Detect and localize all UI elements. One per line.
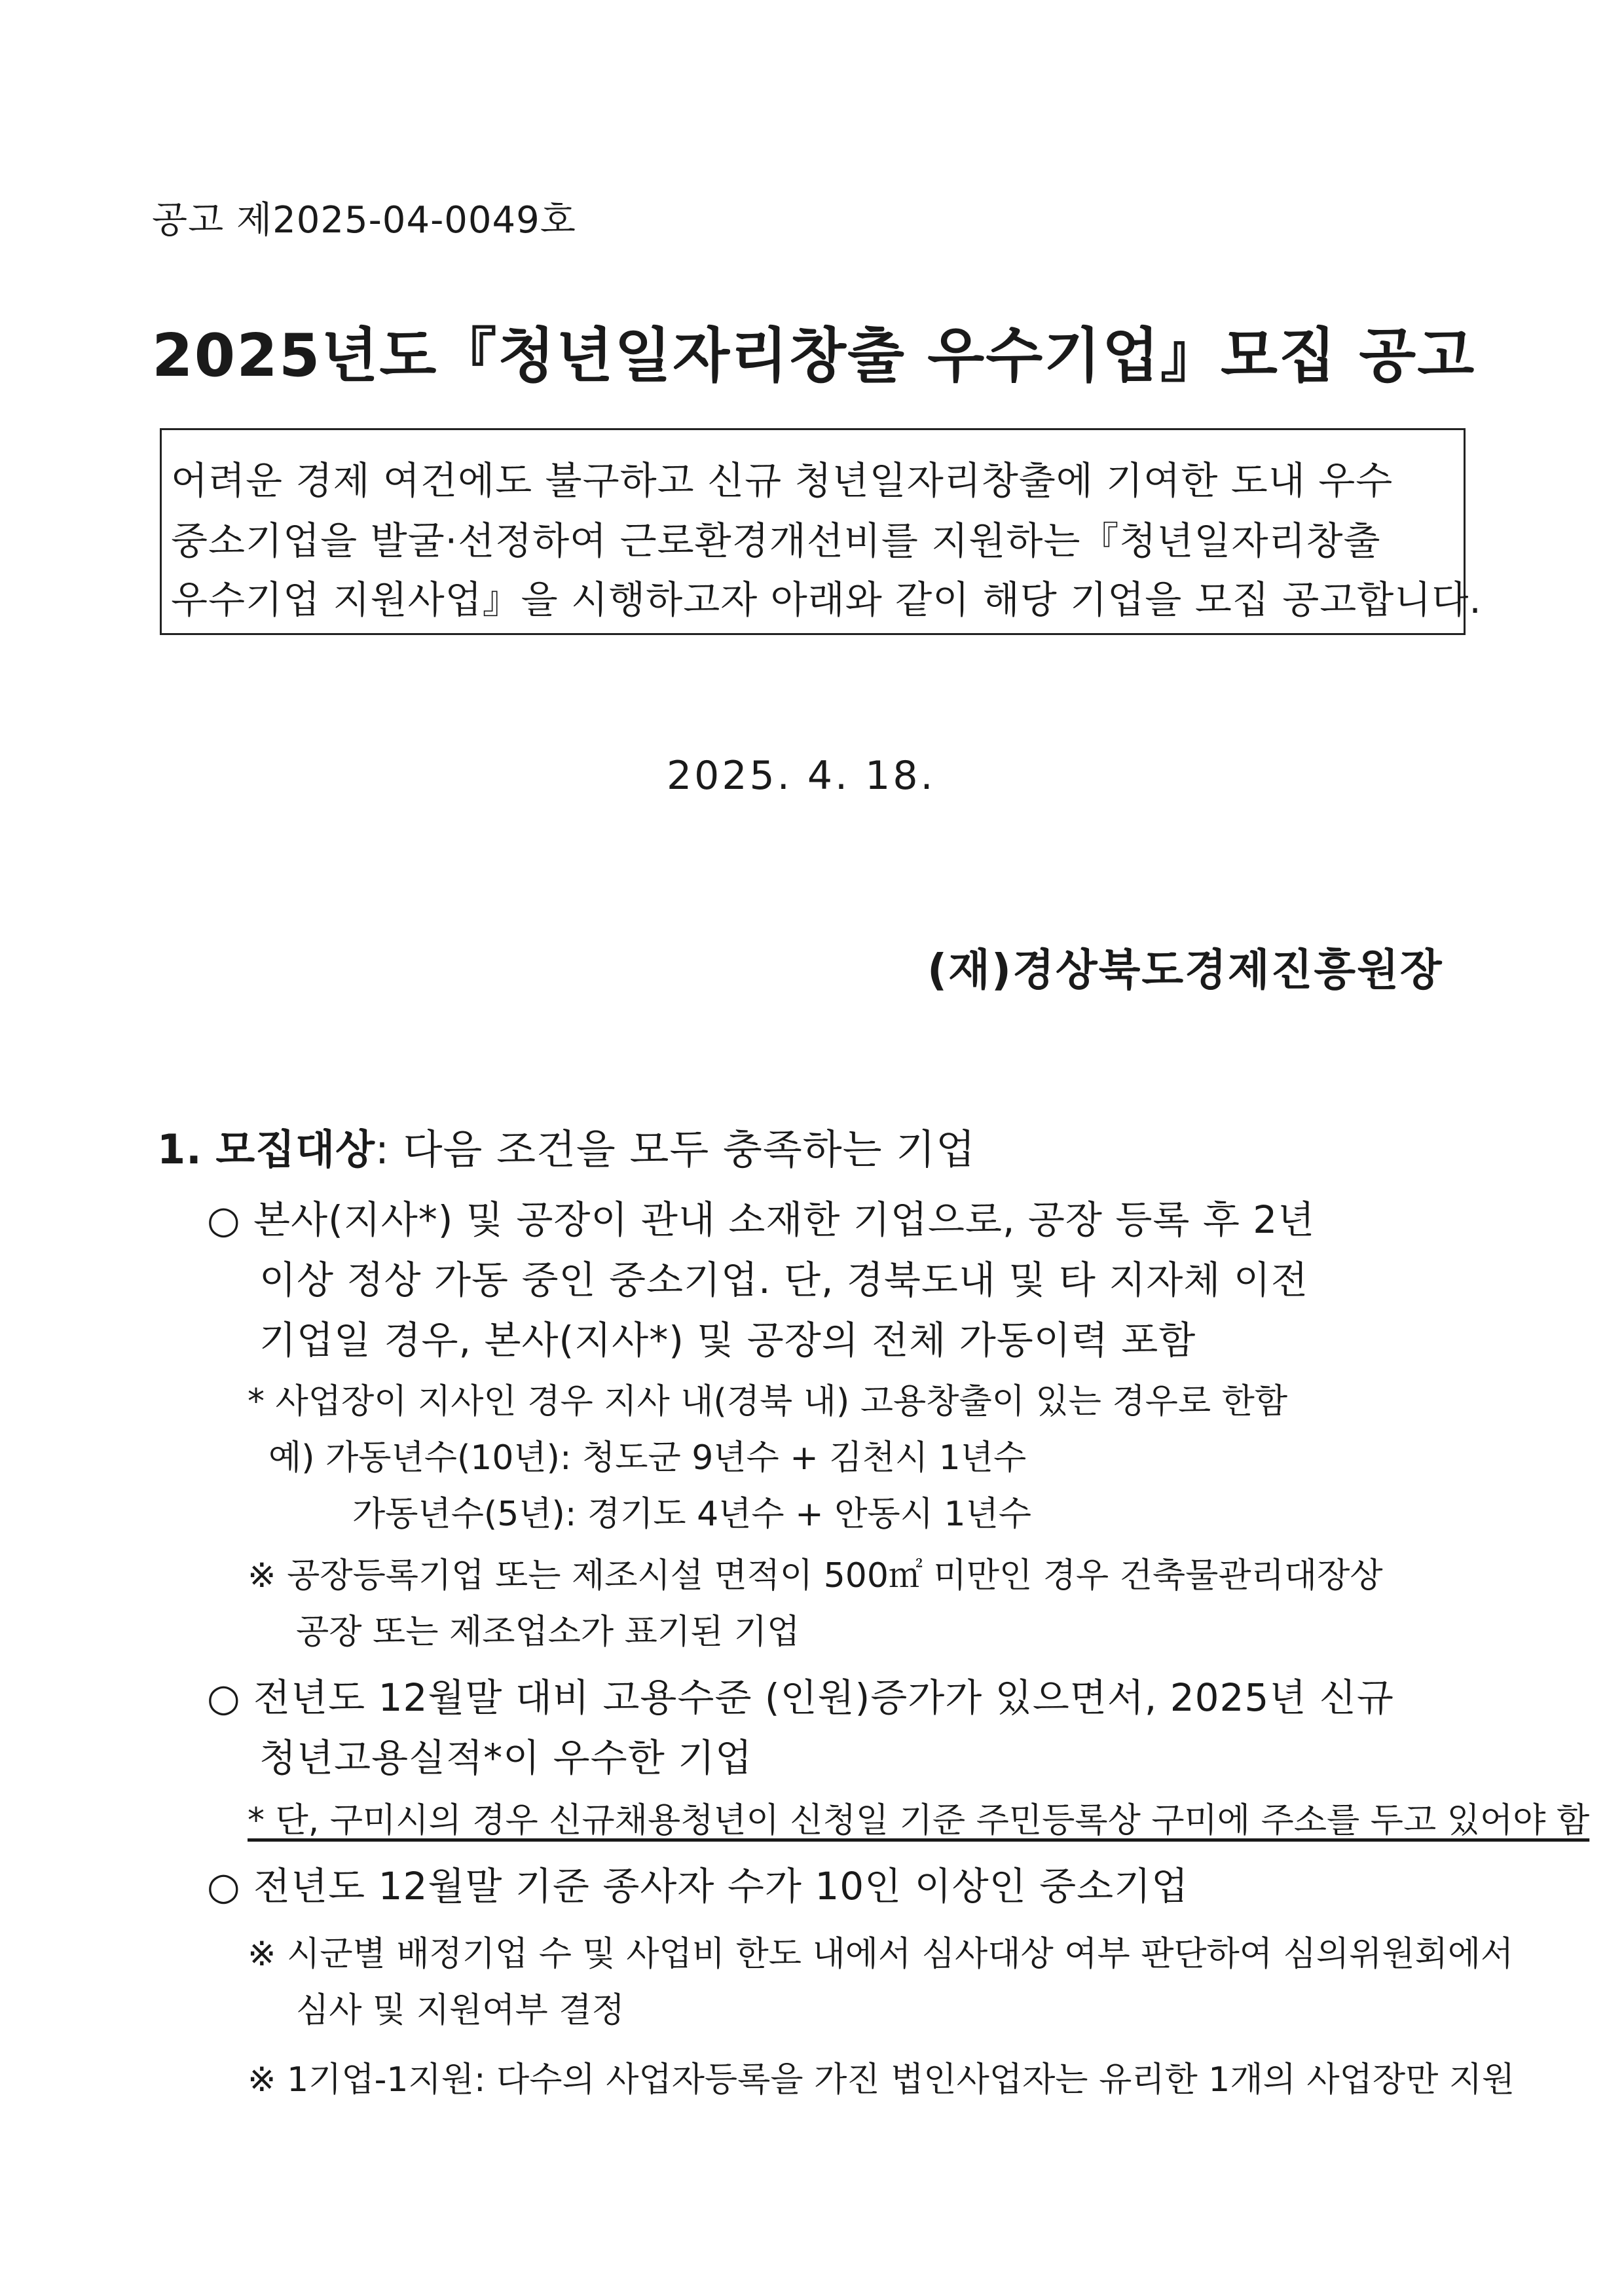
criteria-item-1-line: 기업일 경우, 본사(지사*) 및 공장의 전체 가동이력 포함 [259, 1318, 1196, 1362]
example-line: 예) 가동년수(10년): 청도군 9년수 + 김천시 1년수 [268, 1438, 1027, 1478]
reference-note: ※ 1기업-1지원: 다수의 사업자등록을 가진 법인사업자는 유리한 1개의 사업장만 지원 [248, 2060, 1515, 2100]
branch-note: * 사업장이 지사인 경우 지사 내(경북 내) 고용창출이 있는 경우로 한함 [248, 1382, 1288, 1421]
reference-note-line: 심사 및 지원여부 결정 [296, 1991, 625, 2030]
notice-number: 공고 제2025-04-0049호 [152, 199, 576, 242]
document-title: 2025년도『청년일자리창출 우수기업』모집 공고 [152, 321, 1476, 390]
criteria-item-3: ○ 전년도 12월말 기준 종사자 수가 10인 이상인 중소기업 [207, 1864, 1189, 1908]
criteria-item-1-line: 이상 정상 가동 중인 중소기업. 단, 경북도내 및 타 지자체 이전 [259, 1258, 1308, 1302]
section-1-heading [157, 1117, 976, 1175]
intro-line: 중소기업을 발굴·선정하여 근로환경개선비를 지원하는『청년일자리창출 [171, 519, 1381, 563]
notice-date: 2025. 4. 18. [667, 753, 936, 799]
intro-line: 우수기업 지원사업』을 시행하고자 아래와 같이 해당 기업을 모집 공고합니다. [171, 577, 1482, 622]
section-heading: 모집대상 [215, 1125, 375, 1173]
issuing-organization: (재)경상북도경제진흥원장 [927, 945, 1443, 995]
reference-note: ※ 시군별 배정기업 수 및 사업비 한도 내에서 심사대상 여부 판단하여 심의위원회에서 [248, 1935, 1514, 1974]
intro-line: 어려운 경제 여건에도 불구하고 신규 청년일자리창출에 기여한 도내 우수 [171, 458, 1393, 503]
intro-box [160, 428, 1482, 635]
criteria-item-1: ○ 본사(지사*) 및 공장이 관내 소재한 기업으로, 공장 등록 후 2년 [207, 1197, 1316, 1242]
reference-note: ※ 공장등록기업 또는 제조시설 면적이 500㎡ 미만인 경우 건축물관리대장상 [248, 1556, 1383, 1595]
criteria-item-2-line: 청년고용실적*이 우수한 기업 [259, 1736, 753, 1780]
reference-note-line: 공장 또는 제조업소가 표기된 기업 [296, 1613, 800, 1652]
example-line: 가동년수(5년): 경기도 4년수 + 안동시 1년수 [352, 1495, 1032, 1534]
gumi-note: * 단, 구미시의 경우 신규채용청년이 신청일 기준 주민등록상 구미에 주소를 두고 있어야 함 [248, 1801, 1590, 1840]
criteria-item-2: ○ 전년도 12월말 대비 고용수준 (인원)증가가 있으면서, 2025년 신규 [207, 1675, 1394, 1720]
section-number: 1. [157, 1125, 202, 1173]
section-heading-rest: : 다음 조건을 모두 충족하는 기업 [375, 1125, 976, 1173]
